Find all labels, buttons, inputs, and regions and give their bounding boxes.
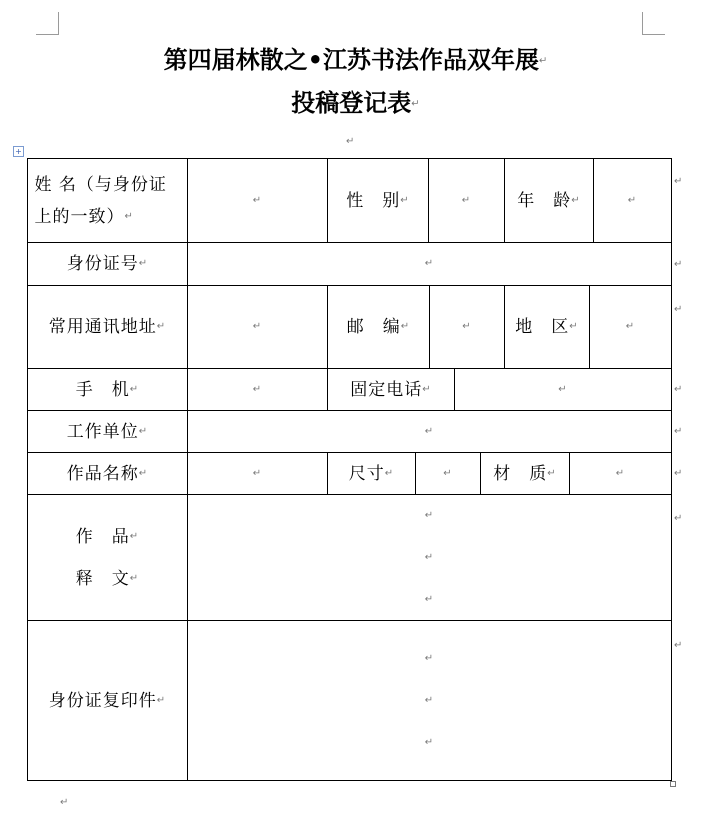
paragraph-mark: ↵: [424, 593, 435, 605]
paragraph-mark: ↵: [461, 194, 472, 206]
employer-field[interactable]: [188, 411, 671, 452]
paragraph-mark: ↵: [138, 425, 149, 437]
crop-mark-top-left: [36, 12, 59, 35]
title-line-1-text: 第四届林散之•江苏书法作品双年展: [163, 46, 539, 74]
size-field[interactable]: [416, 453, 480, 494]
work-note-label-cell: [28, 495, 187, 620]
region-label-cell: [505, 286, 589, 368]
paragraph-mark: ↵: [384, 467, 395, 479]
paragraph-mark: ↵: [400, 321, 411, 332]
table-resize-handle[interactable]: [670, 781, 676, 787]
material-label: 材 质: [493, 463, 548, 484]
material-label-cell: [481, 453, 569, 494]
id-number-label-cell: [28, 243, 187, 285]
address-label-cell: [28, 286, 187, 368]
row-end-mark: ↵: [674, 640, 683, 651]
row-end-mark: ↵: [674, 304, 683, 315]
work-note-field[interactable]: [188, 495, 671, 620]
size-label-cell: [328, 453, 415, 494]
age-field[interactable]: [594, 159, 671, 242]
paragraph-mark: ↵: [156, 321, 167, 332]
row-end-mark: ↵: [674, 176, 683, 187]
paragraph-mark: ↵: [424, 509, 435, 521]
work-title-label: 作品名称: [66, 463, 139, 484]
row-end-mark: ↵: [674, 468, 683, 479]
region-field[interactable]: [590, 286, 671, 368]
landline-label-cell: [328, 369, 454, 410]
row-end-mark: ↵: [674, 426, 683, 437]
paragraph-mark: ↵: [462, 321, 472, 332]
mobile-field[interactable]: [188, 369, 327, 410]
id-copy-label: 身份证复印件: [48, 690, 157, 711]
paragraph-mark: ↵: [400, 194, 410, 206]
paragraph-mark: ↵: [569, 321, 579, 332]
paragraph-mark: ↵: [424, 258, 435, 269]
work-note-label-2: 释 文: [75, 568, 130, 589]
paragraph-mark: ↵: [129, 383, 140, 395]
employer-label-cell: [28, 411, 187, 452]
paragraph-mark: ↵: [538, 55, 548, 67]
id-number-field[interactable]: [188, 243, 671, 285]
paragraph-mark: ↵: [627, 194, 638, 206]
id-copy-field[interactable]: [188, 621, 671, 780]
paragraph-mark: ↵: [129, 572, 140, 584]
gender-label: 性 别: [346, 190, 401, 211]
name-field[interactable]: [188, 159, 327, 242]
paragraph-mark: ↵: [422, 383, 432, 395]
paragraph-mark: ↵: [424, 425, 435, 437]
name-label-cell: [28, 159, 187, 242]
address-label: 常用通讯地址: [48, 317, 157, 337]
row-end-mark: ↵: [674, 513, 683, 524]
paragraph-mark: ↵: [615, 467, 626, 479]
row-end-mark: ↵: [674, 384, 683, 395]
row-end-mark: ↵: [674, 259, 683, 270]
paragraph-mark: ↵: [411, 98, 420, 110]
id-number-label: 身份证号: [66, 254, 139, 274]
paragraph-mark: ↵: [443, 467, 453, 479]
paragraph-mark: ↵: [252, 383, 263, 395]
postcode-label-cell: [328, 286, 429, 368]
work-title-field[interactable]: [188, 453, 327, 494]
landline-field[interactable]: [455, 369, 671, 410]
paragraph-mark: ↵: [138, 258, 149, 269]
crop-mark-top-right: [642, 12, 665, 35]
paragraph-mark: ↵: [424, 551, 435, 563]
paragraph-mark: ↵: [424, 652, 435, 664]
size-label: 尺寸: [348, 463, 385, 484]
postcode-field[interactable]: [430, 286, 504, 368]
paragraph-mark: ↵: [424, 694, 435, 706]
region-label: 地 区: [515, 317, 570, 337]
document-title-line-1: [0, 40, 711, 75]
paragraph-mark: ↵: [124, 210, 134, 222]
material-field[interactable]: [570, 453, 671, 494]
address-field[interactable]: [188, 286, 327, 368]
paragraph-mark: ↵: [252, 194, 263, 206]
employer-label: 工作单位: [66, 421, 139, 442]
name-label: 姓 名（与身份证上的一致）: [34, 174, 167, 227]
table-move-handle-icon[interactable]: +: [13, 146, 24, 157]
paragraph-mark: ↵: [547, 467, 557, 479]
paragraph-mark: ↵: [252, 321, 263, 332]
work-title-label-cell: [28, 453, 187, 494]
paragraph-mark: ↵: [252, 467, 263, 479]
paragraph-mark: ↵: [424, 736, 435, 748]
paragraph-mark: ↵: [129, 530, 140, 542]
landline-label: 固定电话: [350, 379, 423, 400]
age-label: 年 龄: [517, 190, 572, 211]
mobile-label: 手 机: [75, 379, 130, 400]
gender-label-cell: [328, 159, 428, 242]
paragraph-mark: ↵: [625, 321, 636, 332]
paragraph-mark: ↵: [156, 694, 167, 706]
gender-field[interactable]: [429, 159, 504, 242]
mobile-label-cell: [28, 369, 187, 410]
paragraph-mark: ↵: [558, 383, 568, 395]
work-note-label-1: 作 品: [75, 526, 130, 547]
paragraph-mark: ↵: [571, 194, 581, 206]
paragraph-mark: ↵: [138, 467, 149, 479]
age-label-cell: [505, 159, 593, 242]
document-title-line-2: [0, 83, 711, 118]
paragraph-mark: ↵: [346, 136, 355, 147]
postcode-label: 邮 编: [346, 317, 401, 337]
id-copy-label-cell: [28, 621, 187, 780]
title-line-2-text: 投稿登记表: [291, 89, 412, 117]
paragraph-mark: ↵: [60, 797, 69, 808]
